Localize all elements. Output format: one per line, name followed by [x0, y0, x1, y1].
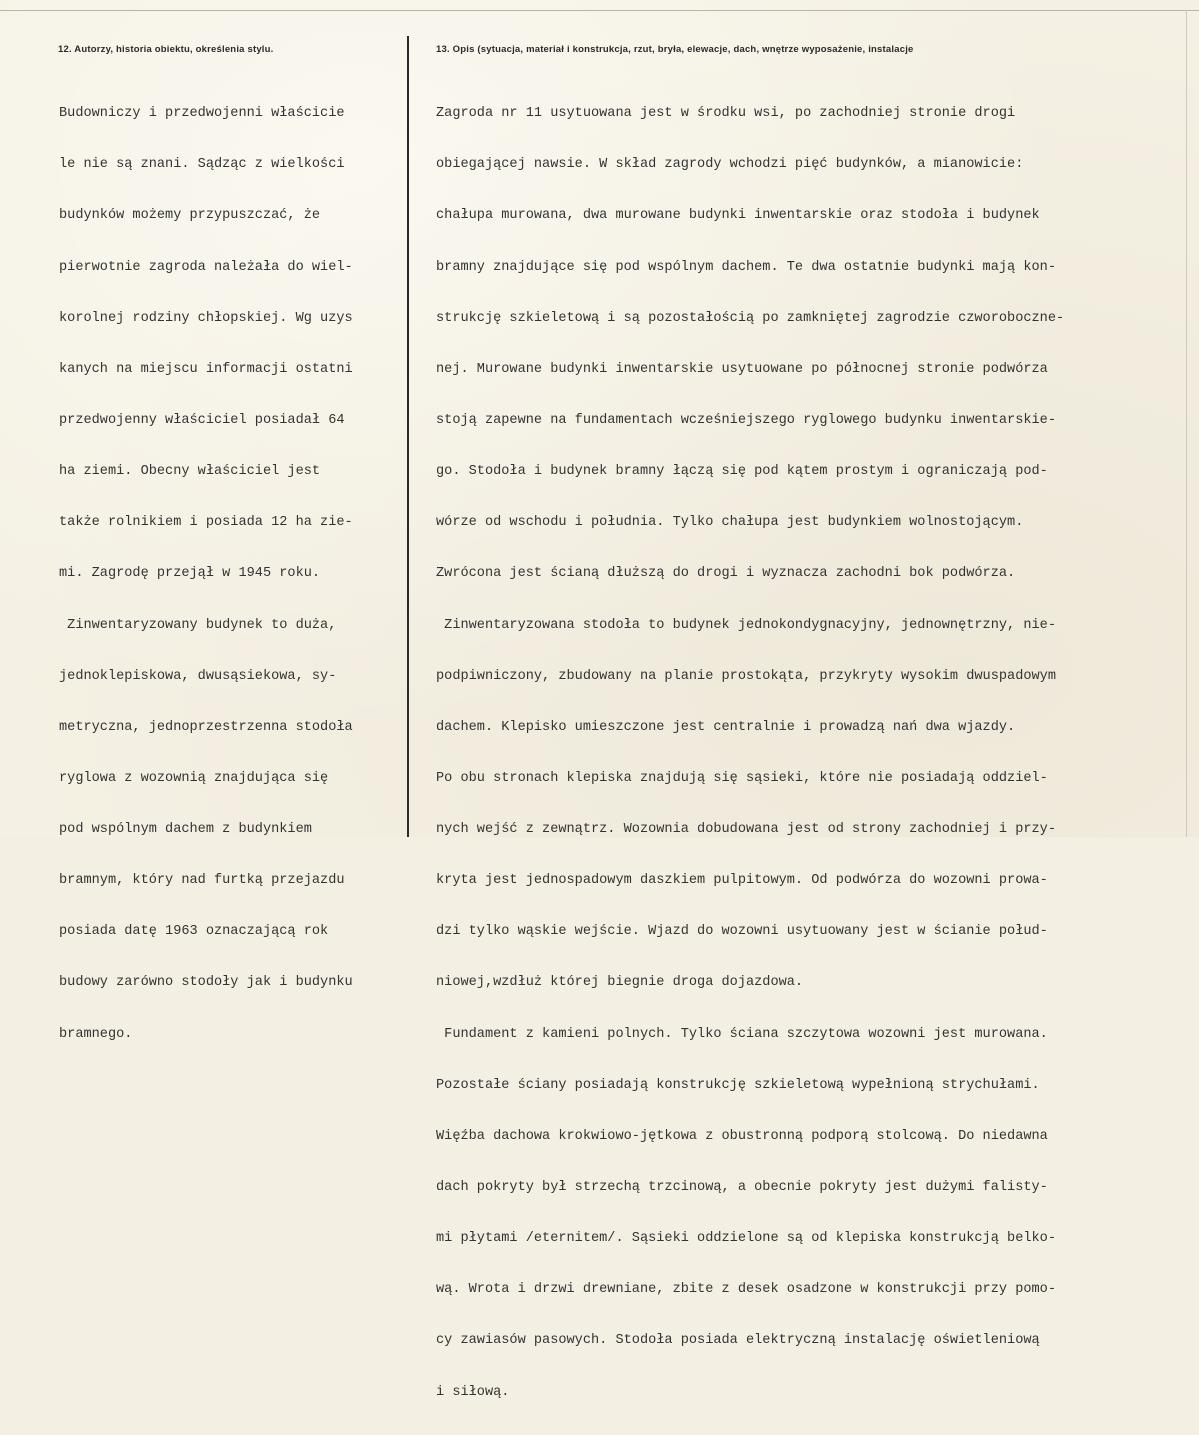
text-line: strukcję szkieletową i są pozostałością po zamkniętej zagrodzie czworoboczne-: [436, 310, 1065, 326]
text-line: Zinwentaryzowany budynek to duża,: [59, 617, 337, 633]
text-line: niowej,wzdłuż której biegnie droga dojazdowa.: [436, 975, 804, 991]
text-line: bramnego.: [59, 1026, 133, 1042]
text-line: Zinwentaryzowana stodoła to budynek jednokondygnacyjny, jednownętrzny, nie-: [436, 617, 1056, 633]
text-line: mi. Zagrodę przejął w 1945 roku.: [59, 566, 321, 582]
section-12-text: [59, 71, 353, 1077]
text-line: dach pokryty był strzechą trzcinową, a obecnie pokryty jest dużymi falisty-: [436, 1180, 1048, 1196]
text-line: budynków możemy przypuszczać, że: [59, 208, 321, 224]
text-line: kanych na miejscu informacji ostatni: [59, 361, 353, 377]
text-line: dachem. Klepisko umieszczone jest centralnie i prowadzą nań dwa wjazdy.: [436, 719, 1016, 735]
text-line: Budowniczy i przedwojenni właścicie: [59, 106, 345, 122]
text-line: kryta jest jednospadowym daszkiem pulpitowym. Od podwórza do wozowni prowa-: [436, 873, 1048, 889]
text-line: posiada datę 1963 oznaczającą rok: [59, 924, 329, 940]
text-line: korolnej rodziny chłopskiej. Wg uzys: [59, 310, 353, 326]
text-line: i siłową.: [436, 1384, 510, 1400]
text-line: stoją zapewne na fundamentach wcześniejszego ryglowego budynku inwentarskie-: [436, 412, 1056, 428]
top-rule: [0, 10, 1199, 11]
text-line: chałupa murowana, dwa murowane budynki inwentarskie oraz stodoła i budynek: [436, 208, 1040, 224]
text-line: Zwrócona jest ścianą dłuższą do drogi i wyznacza zachodni bok podwórza.: [436, 566, 1016, 582]
column-divider: [407, 36, 409, 837]
text-line: dzi tylko wąskie wejście. Wjazd do wozowni usytuowany jest w ścianie połud-: [436, 924, 1048, 940]
text-line: ha ziemi. Obecny właściciel jest: [59, 464, 321, 480]
text-line: Pozostałe ściany posiadają konstrukcję szkieletową wypełnioną strychułami.: [436, 1077, 1040, 1093]
text-line: podpiwniczony, zbudowany na planie prostokąta, przykryty wysokim dwuspadowym: [436, 668, 1056, 684]
text-line: Zagroda nr 11 usytuowana jest w środku wsi, po zachodniej stronie drogi: [436, 106, 1016, 122]
text-line: pod wspólnym dachem z budynkiem: [59, 822, 312, 838]
text-line: mi płytami /eternitem/. Sąsieki oddzielone są od klepiska konstrukcją belko-: [436, 1231, 1056, 1247]
text-line: Po obu stronach klepiska znajdują się sąsieki, które nie posiadają oddziel-: [436, 770, 1048, 786]
text-line: nej. Murowane budynki inwentarskie usytuowane po północnej stronie podwórza: [436, 361, 1048, 377]
right-edge-rule: [1186, 10, 1187, 837]
text-line: le nie są znani. Sądząc z wielkości: [59, 157, 345, 173]
text-line: bramny znajdujące się pod wspólnym dachem. Te dwa ostatnie budynki mają kon-: [436, 259, 1056, 275]
text-line: obiegającej nawsie. W skład zagrody wchodzi pięć budynków, a mianowicie:: [436, 157, 1024, 173]
text-line: Więźba dachowa krokwiowo-jętkowa z obustronną podporą stolcową. Do niedawna: [436, 1128, 1048, 1144]
section-12-header: 12. Autorzy, historia obiektu, określenia stylu.: [58, 44, 274, 55]
text-line: także rolnikiem i posiada 12 ha zie-: [59, 515, 353, 531]
text-line: bramnym, który nad furtką przejazdu: [59, 873, 345, 889]
text-line: wą. Wrota i drzwi drewniane, zbite z desek osadzone w konstrukcji przy pomo-: [436, 1282, 1056, 1298]
text-line: nych wejść z zewnątrz. Wozownia dobudowana jest od strony zachodniej i przy-: [436, 822, 1056, 838]
text-line: ryglowa z wozownią znajdująca się: [59, 770, 329, 786]
text-line: pierwotnie zagroda należała do wiel-: [59, 259, 353, 275]
text-line: Fundament z kamieni polnych. Tylko ściana szczytowa wozowni jest murowana.: [436, 1026, 1048, 1042]
text-line: przedwojenny właściciel posiadał 64: [59, 412, 345, 428]
text-line: jednoklepiskowa, dwusąsiekowa, sy-: [59, 668, 337, 684]
section-13-header: 13. Opis (sytuacja, materiał i konstrukcja, rzut, bryła, elewacje, dach, wnętrze wyposażenie, instalacje: [436, 44, 914, 55]
text-line: budowy zarówno stodoły jak i budynku: [59, 975, 353, 991]
text-line: cy zawiasów pasowych. Stodoła posiada elektryczną instalację oświetleniową: [436, 1333, 1040, 1349]
text-line: wórze od wschodu i południa. Tylko chałupa jest budynkiem wolnostojącym.: [436, 515, 1024, 531]
section-13-text: [436, 71, 1064, 1435]
text-line: metryczna, jednoprzestrzenna stodoła: [59, 719, 353, 735]
text-line: go. Stodoła i budynek bramny łączą się pod kątem prostym i ograniczają pod-: [436, 464, 1048, 480]
